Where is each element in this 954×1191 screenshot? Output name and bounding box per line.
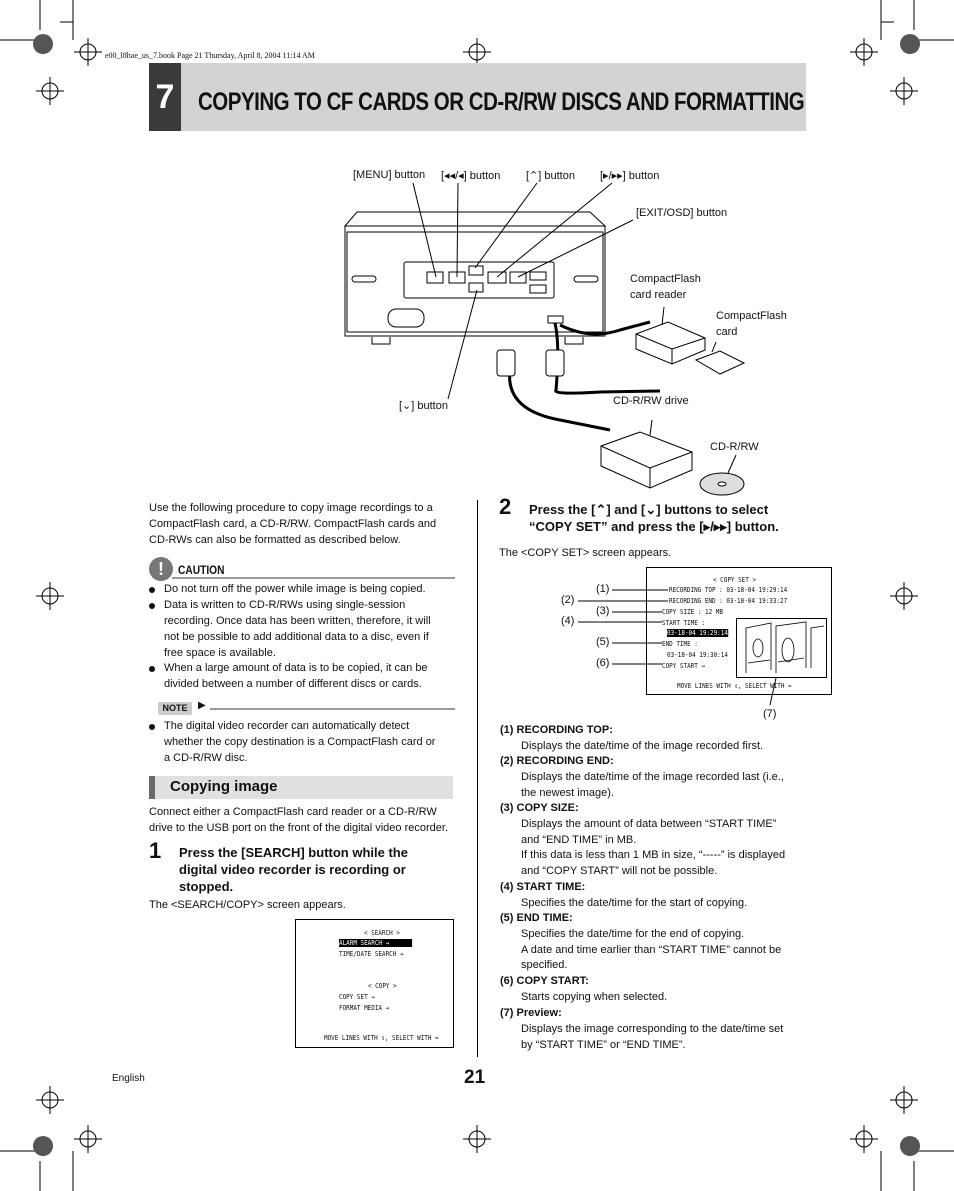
section-intro-line: drive to the USB port on the front of the digital video recorder.	[149, 822, 449, 834]
caution-icon: !	[149, 557, 173, 581]
chapter-title: COPYING TO CF CARDS OR CD-R/RW DISCS AND FORMATTING	[198, 88, 805, 116]
cd-drive-label: CD-R/RW drive	[613, 395, 689, 407]
def-desc: Displays the date/time of the image recorded last (i.e., the newest image).	[521, 771, 784, 799]
step-1-number: 1	[149, 838, 162, 863]
def-term: (6) COPY START:	[500, 975, 589, 987]
def-desc: Starts copying when selected.	[521, 991, 668, 1003]
down-button-label: [⌄] button	[399, 400, 448, 412]
def-term: (2) RECORDING END:	[500, 755, 614, 767]
callout-1: (1)	[596, 583, 610, 595]
note-arrow-icon: ▶	[198, 700, 206, 711]
screen-line: 03-18-04 19:29:14	[667, 629, 728, 637]
screen-line: TIME/DATE SEARCH →	[339, 950, 404, 958]
cf-reader-label-2: card reader	[630, 289, 687, 301]
cdrw-label: CD-R/RW	[710, 441, 759, 453]
section-title: Copying image	[170, 778, 278, 795]
screen-line: ALARM SEARCH →	[339, 939, 412, 947]
cf-card-label-1: CompactFlash	[716, 310, 787, 322]
caution-item: Data is written to CD-R/RWs using single-session recording. Once data has been written, therefore, it will not be possible to add additional data to a disc, even if free space is available.	[149, 597, 459, 661]
screen-title: < COPY SET >	[713, 576, 756, 584]
def-desc: Displays the image corresponding to the date/time set by “START TIME” or “END TIME”.	[521, 1023, 784, 1051]
screen-line: START TIME :	[662, 619, 705, 627]
step-2-text: Press the [⌃] and [⌄] buttons to select “COPY SET” and press the [▸/▸▸] button.	[529, 502, 779, 534]
footer-language: English	[112, 1073, 145, 1084]
screen-line: COPY SIZE : 12 MB	[662, 608, 723, 616]
def-term: (5) END TIME:	[500, 912, 573, 924]
screen-line: 03-18-04 19:30:14	[667, 651, 728, 659]
def-term: (7) Preview:	[500, 1007, 562, 1019]
caution-label: CAUTION	[178, 563, 225, 577]
def-desc: Displays the amount of data between “START TIME” and “END TIME” in MB. If this data is less than 1 MB in size, “-----” is displayed and “COPY START” will not be possible.	[521, 818, 786, 878]
screen-line: < SEARCH >	[364, 929, 400, 937]
callout-2: (2)	[561, 594, 575, 606]
def-term: (4) START TIME:	[500, 881, 586, 893]
play-button-label: [▸/▸▸] button	[600, 170, 660, 182]
screen-line: COPY START →	[662, 662, 705, 670]
intro-line: Use the following procedure to copy image recordings to a	[149, 502, 433, 514]
step-1-result: The <SEARCH/COPY> screen appears.	[149, 899, 346, 911]
screen-footer: MOVE LINES WITH ⇕, SELECT WITH ⇔	[677, 682, 792, 690]
def-term: (3) COPY SIZE:	[500, 802, 579, 814]
chapter-number: 7	[149, 63, 181, 131]
callout-5: (5)	[596, 636, 610, 648]
screen-line: MOVE LINES WITH ⇕, SELECT WITH ⇔	[324, 1034, 439, 1042]
step-2-result: The <COPY SET> screen appears.	[499, 547, 672, 559]
caution-item: Do not turn off the power while image is being copied.	[149, 581, 459, 597]
exit-button-label: [EXIT/OSD] button	[636, 207, 728, 219]
screen-line: FORMAT MEDIA →	[339, 1004, 390, 1012]
step-2-number: 2	[499, 494, 512, 519]
callout-4: (4)	[561, 615, 575, 627]
intro-line: CD-RWs can also be formatted as described below.	[149, 534, 401, 546]
screen-line: RECORDING TOP : 03-18-04 19:29:14	[669, 586, 788, 594]
def-desc: Specifies the date/time for the end of copying. A date and time earlier than “START TIME” cannot be specified.	[521, 928, 782, 972]
caution-item: When a large amount of data is to be copied, it can be divided between a number of different discs or cards.	[149, 660, 459, 692]
note-item: The digital video recorder can automatically detect whether the copy destination is a CompactFlash card or a CD-R/RW disc.	[149, 718, 459, 766]
screen-line: END TIME :	[662, 640, 698, 648]
screen-line: COPY SET →	[339, 993, 375, 1001]
screen-line: < COPY >	[368, 982, 397, 990]
def-desc: Specifies the date/time for the start of copying.	[521, 897, 748, 909]
callout-6: (6)	[596, 657, 610, 669]
cf-reader-label-1: CompactFlash	[630, 273, 701, 285]
def-term: (1) RECORDING TOP:	[500, 724, 613, 736]
page-number: 21	[464, 1067, 486, 1088]
callout-7: (7)	[763, 708, 777, 720]
intro-line: CompactFlash card, a CD-R/RW. CompactFlash cards and	[149, 518, 437, 530]
section-intro-line: Connect either a CompactFlash card reader or a CD-R/RW	[149, 806, 437, 818]
menu-button-label: [MENU] button	[353, 169, 426, 181]
screen-line: RECORDING END : 03-18-04 19:33:27	[669, 597, 788, 605]
rewind-button-label: [◂◂/◂] button	[441, 170, 501, 182]
def-desc: Displays the date/time of the image recorded first.	[521, 740, 764, 752]
step-1-text: Press the [SEARCH] button while the digital video recorder is recording or stopped.	[179, 845, 408, 894]
cf-card-label-2: card	[716, 326, 738, 338]
up-button-label: [⌃] button	[526, 170, 575, 182]
note-badge: NOTE	[158, 702, 192, 715]
file-info: e00_l8hae_us_7.book Page 21 Thursday, April 8, 2004 11:14 AM	[105, 51, 315, 60]
callout-3: (3)	[596, 605, 610, 617]
